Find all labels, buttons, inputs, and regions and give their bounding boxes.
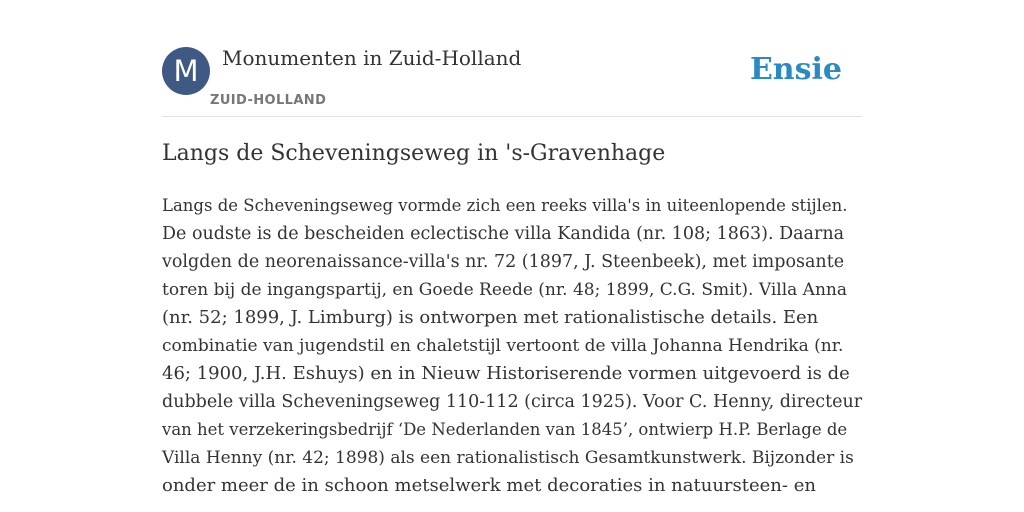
- body-line: van het verzekeringsbedrijf ‘De Nederlanden van 1845’, ontwierp H.P. Berlage de: [162, 420, 848, 439]
- header: [162, 0, 862, 117]
- avatar[interactable]: M: [162, 47, 210, 95]
- site-title[interactable]: Monumenten in Zuid-Holland: [222, 46, 522, 70]
- article-body: [162, 192, 862, 500]
- region-label[interactable]: ZUID-HOLLAND: [210, 93, 327, 108]
- content-card: [162, 0, 862, 512]
- body-line: De oudste is de bescheiden eclectische villa Kandida (nr. 108; 1863). Daarna: [162, 224, 845, 244]
- brand-logo[interactable]: Ensie: [749, 52, 842, 87]
- body-line: combinatie van jugendstil en chaletstijl vertoont de villa Johanna Hendrika (nr.: [162, 336, 844, 356]
- body-line: dubbele villa Scheveningseweg 110-112 (circa 1925). Voor C. Henny, directeur: [162, 392, 863, 412]
- article-title: Langs de Scheveningseweg in 's-Gravenhage: [162, 141, 666, 166]
- body-line: volgden de neorenaissance-villa's nr. 72 (1897, J. Steenbeek), met imposante: [162, 252, 845, 272]
- body-line: toren bij de ingangspartij, en Goede Reede (nr. 48; 1899, C.G. Smit). Villa Anna: [162, 280, 847, 300]
- body-line: onder meer de in schoon metselwerk met decoraties in natuursteen- en: [162, 475, 816, 496]
- body-line: Villa Henny (nr. 42; 1898) als een rationalistisch Gesamtkunstwerk. Bijzonder is: [162, 448, 854, 468]
- body-line: (nr. 52; 1899, J. Limburg) is ontworpen met rationalistische details. Een: [162, 307, 819, 328]
- body-line: 46; 1900, J.H. Eshuys) en in Nieuw Historiserende vormen uitgevoerd is de: [162, 363, 850, 384]
- body-line: Langs de Scheveningseweg vormde zich een reeks villa's in uiteenlopende stijlen.: [162, 196, 848, 215]
